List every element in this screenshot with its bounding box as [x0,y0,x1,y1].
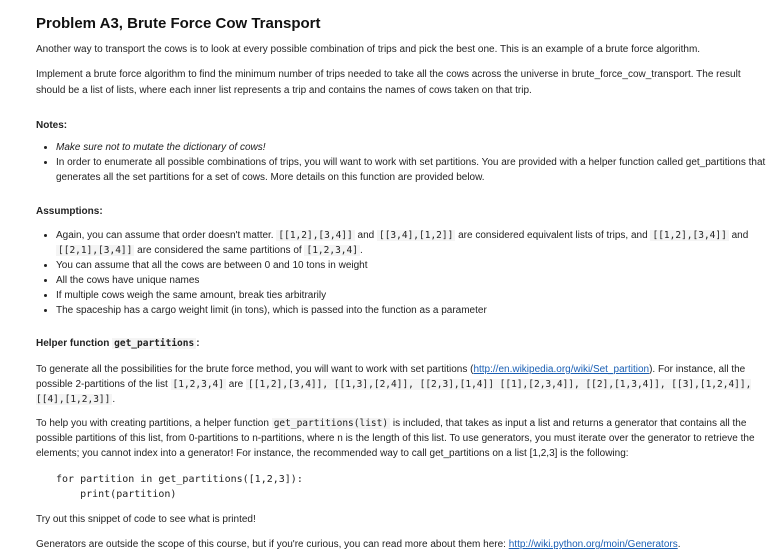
notes-item-text: Make sure not to mutate the dictionary of cows! [56,142,266,153]
inline-code: [[2,1],[3,4]] [58,245,133,256]
intro-paragraph: Another way to transport the cows is to look at every possible combination of trips and pick the best one. This is an example of a brute force algorithm. [36,44,701,55]
inline-code: [[1,2],[3,4]], [[1,3],[2,4]], [[2,3],[1,4]] [[1],[2,3,4]], [[2],[1,3,4]], [[3],[1,2,4]], [[4],[1,2,3]] [36,379,752,405]
try-paragraph: Try out this snippet of code to see what is printed! [36,514,256,525]
assumptions-heading: Assumptions: [36,206,103,217]
notes-item-text: In order to enumerate all possible combinations of trips, you will want to work with set partitions. You are provided with a helper function called get_partitions that generates all the set partitions for a set of cows. More details on this function are provided below. [56,157,766,183]
helper-heading-text: Helper function [36,338,110,349]
paragraph-text: To generate all the possibilities for the brute force method, you will want to work with set partitions ( [36,364,474,375]
notes-item [56,155,766,185]
notes-item [56,140,766,155]
notes-list [36,140,766,185]
code-line: print(partition) [56,489,177,500]
inline-code: [1,2,3,4] [306,245,358,256]
assumption-text: and [357,230,375,241]
inline-code: [[3,4],[1,2]] [378,230,454,241]
paragraph-text: is included, that takes as input a list and returns a generator that contains all the possible partitions of this list, from 0-partitions to n-partitions, where n is the length of this list. To use generators, you must iterate over the generator to retrieve the elements; you cannot index into a generator! For instance, the recommended way to call get_partitions on a list [1,2,3] is the following: [36,418,755,459]
assumption-text: are considered the same partitions of [137,245,302,256]
assumption-item: • The spaceship has a cargo weight limit (in tons), which is passed into the function as a parameter [56,303,766,318]
inline-code: get_partitions(list) [273,418,389,429]
assumption-item: • All the cows have unique names [56,273,766,288]
page-title: Problem A3, Brute Force Cow Transport [36,15,321,32]
paragraph-text: ). For instance, all the possible 2-partitions of the list [36,364,746,390]
code-snippet [56,472,303,502]
helper-heading-colon: : [196,338,200,349]
assumptions-list [36,228,766,318]
paragraph-text: are [228,379,244,390]
helper-paragraph-1 [36,362,770,407]
generators-paragraph [36,537,770,553]
paragraph-text: . [677,539,681,550]
inline-code: [[1,2],[3,4]] [652,230,727,241]
paragraph-text: . [112,394,116,405]
paragraph-text: Generators are outside the scope of this course, but if you're curious, you can read more about them here: [36,539,506,550]
assumption-item: • You can assume that all the cows are between 0 and 10 tons in weight [56,258,766,273]
generators-link[interactable]: http://wiki.python.org/moin/Generators [508,539,678,550]
notes-heading: Notes: [36,120,68,131]
inline-code: [1,2,3,4] [172,379,224,390]
assumption-text: are considered equivalent lists of trips, and [458,230,648,241]
inline-code: get_partitions [114,338,195,349]
set-partition-link[interactable]: http://en.wikipedia.org/wiki/Set_partition [473,364,650,375]
inline-code: [[1,2],[3,4]] [278,230,353,241]
paragraph-text: To help you with creating partitions, a helper function [36,418,269,429]
helper-paragraph-2 [36,416,770,461]
assumption-item: • If multiple cows weigh the same amount, break ties arbitrarily [56,288,766,303]
code-line: for partition in get_partitions([1,2,3]): [56,474,303,485]
helper-heading [36,338,200,349]
implement-paragraph: Implement a brute force algorithm to find the minimum number of trips needed to take all the cows across the universe in brute_force_cow_transport. The result should be a list of lists, where each inner list represents a trip and contains the names of cows taken on that trip. [36,69,741,96]
assumption-text: and [731,230,749,241]
assumption-item: • Again, you can assume that order doesn't matter. [[1,2],[3,4]] and [[3,4],[1,2]] are considered equivalent lists of trips, and [[1,2],[3,4]] and [[2,1],[3,4]] are considered the same partitions of [1,2,3,4] . [56,228,766,258]
assumption-text: Again, you can assume that order doesn't matter. [56,230,274,241]
